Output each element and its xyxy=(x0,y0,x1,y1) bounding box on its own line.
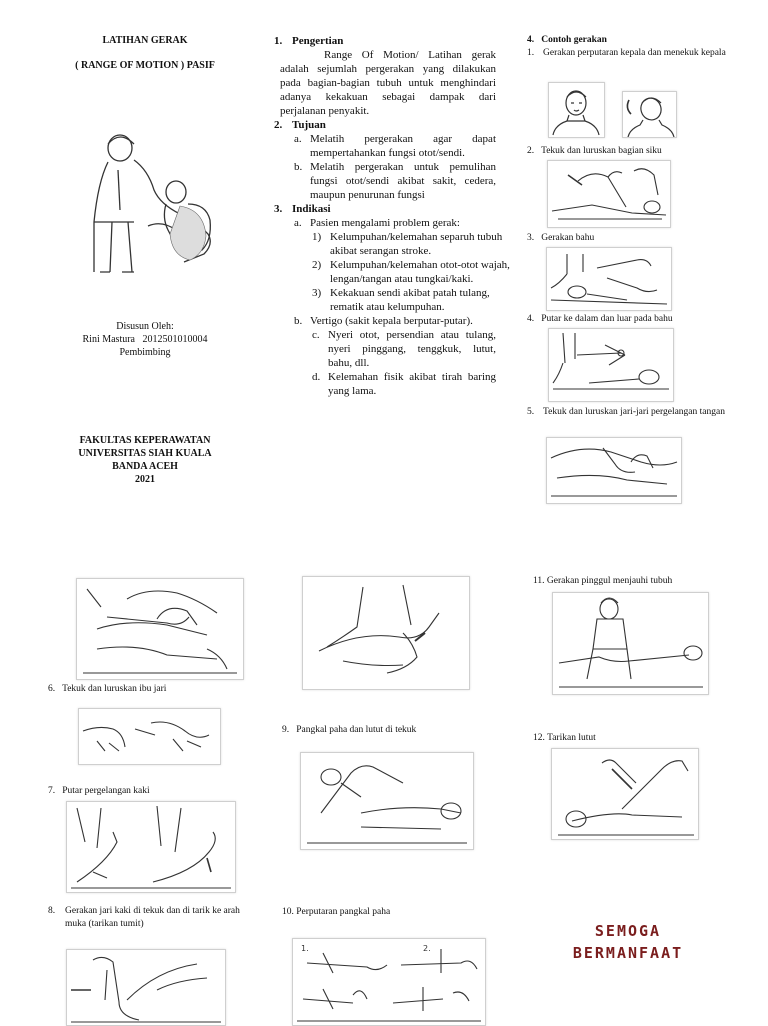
example-8-image xyxy=(66,949,226,1026)
example-8-caption: 8. Gerakan jari kaki di tekuk dan di tarik ke arah muka (tarikan tumit) xyxy=(48,906,240,929)
indikasi-item-a: a. Pasien mengalami problem gerak: xyxy=(294,217,460,229)
example-9-caption: 9. Pangkal paha dan lutut di tekuk xyxy=(282,725,417,735)
indikasi-item-c: c. Nyeri otot, persendian atau tulang, nyeri pinggang, tenggkuk, lutut, bahu, dll. xyxy=(312,329,496,369)
example-6-image xyxy=(78,708,221,765)
section-indikasi-heading: 3. Indikasi xyxy=(274,203,331,215)
cover-advisor: Pembimbing xyxy=(119,347,171,358)
example-5b-image xyxy=(76,578,244,680)
section-tujuan-heading: 2. Tujuan xyxy=(274,119,326,131)
example-12-caption: 12. Tarikan lutut xyxy=(533,733,596,743)
example-1-image-b xyxy=(622,91,677,138)
sections-column xyxy=(274,34,510,398)
indikasi-item-a1: 1) Kelumpuhan/kelemahan separuh tubuh akibat serangan stroke. xyxy=(312,231,503,257)
example-11-image xyxy=(552,592,709,695)
example-12-image xyxy=(551,748,699,840)
indikasi-item-a2: 2) Kelumpuhan/kelemahan otot-otot wajah, lengan/tangan atau tungkai/kaki. xyxy=(312,259,510,285)
cover-subtitle: ( RANGE OF MOTION ) PASIF xyxy=(75,60,215,71)
example-7-caption: 7. Putar pergelangan kaki xyxy=(48,786,150,796)
cover-author: Rini Mastura 2012501010004 xyxy=(82,334,208,345)
cover-title: LATIHAN GERAK xyxy=(102,35,188,46)
example-1-caption: 1. Gerakan perputaran kepala dan menekuk kepala xyxy=(527,48,726,58)
example-6-caption: 6. Tekuk dan luruskan ibu jari xyxy=(48,684,167,694)
indikasi-item-a3: 3) Kekakuan sendi akibat patah tulang, rematik atau kelumpuhan. xyxy=(312,287,490,313)
examples-title: 4. Contoh gerakan xyxy=(527,35,607,45)
example-9a-image xyxy=(302,576,470,690)
example-3-caption: 3. Gerakan bahu xyxy=(527,233,595,243)
rotation-label-1: 1. xyxy=(301,944,309,953)
example-10-image xyxy=(292,938,486,1026)
rotation-label-2: 2. xyxy=(423,944,431,953)
example-4-image xyxy=(548,328,674,402)
example-11-caption: 11. Gerakan pinggul menjauhi tubuh xyxy=(533,576,673,586)
example-1-image-a xyxy=(548,82,605,138)
cover-illustration xyxy=(78,130,218,280)
example-7-image xyxy=(66,801,236,893)
example-9-image xyxy=(300,752,474,850)
cover-year: 2021 xyxy=(135,474,155,485)
example-2-caption: 2. Tekuk dan luruskan bagian siku xyxy=(527,146,662,156)
example-10-caption: 10. Perputaran pangkal paha xyxy=(282,907,391,917)
indikasi-item-d: d. Kelemahan fisik akibat tirah baring yang lama. xyxy=(312,371,496,397)
section-pengertian-heading: 1. Pengertian xyxy=(274,35,344,47)
section-pengertian-text: Range Of Motion/ Latihan gerak adalah sejumlah pergerakan yang dilakukan pada bagian-bagian tubuh untuk menghindari adanya kekakuan sebagai dampak dari perjalanan penyakit. xyxy=(280,49,496,117)
cover-faculty: FAKULTAS KEPERAWATAN xyxy=(79,435,211,446)
closing-message xyxy=(548,920,708,964)
example-3-image xyxy=(546,247,672,311)
cover-city: BANDA ACEH xyxy=(112,461,178,472)
tujuan-item-b: b. Melatih pergerakan untuk pemulihan fungsi otot/sendi akibat sakit, cedera, maupun penurunan fungsi xyxy=(294,161,496,201)
example-4-caption: 4. Putar ke dalam dan luar pada bahu xyxy=(527,314,673,324)
cover-university: UNIVERSITAS SIAH KUALA xyxy=(78,448,212,459)
closing-line-1: SEMOGA xyxy=(594,922,662,940)
example-5-image xyxy=(546,437,682,504)
indikasi-item-b: b. Vertigo (sakit kepala berputar-putar). xyxy=(294,315,473,327)
cover-compiled-by: Disusun Oleh: xyxy=(116,321,174,332)
example-2-image xyxy=(547,160,671,228)
tujuan-item-a: a. Melatih pergerakan agar dapat mempertahankan fungsi otot/sendi. xyxy=(294,133,496,159)
closing-line-2: BERMANFAAT xyxy=(572,944,684,962)
example-5-caption: 5. Tekuk dan luruskan jari-jari pergelangan tangan xyxy=(527,407,725,417)
